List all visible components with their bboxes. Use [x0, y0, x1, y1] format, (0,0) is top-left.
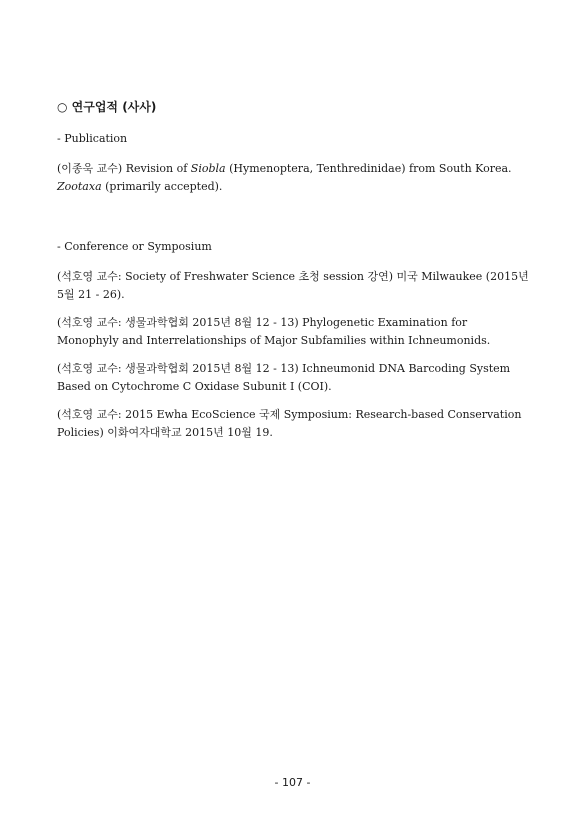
page-content — [57, 98, 535, 452]
conference-entry-line-1: (석호영 교수: 생물과학협회 2015년 8월 12 - 13) Phylogenetic Examination for — [57, 316, 468, 329]
conference-entry — [57, 406, 535, 442]
conference-entry-line-1: (석호영 교수: Society of Freshwater Science 초청 session 강연) 미국 Milwaukee (2015년 — [57, 270, 529, 283]
publication-journal: Zootaxa — [57, 180, 102, 193]
conference-entry-line-2: 5월 21 - 26). — [57, 288, 125, 301]
publication-status: (primarily accepted). — [101, 180, 223, 193]
section-heading: ○ 연구업적 (사사) — [57, 100, 157, 114]
conference-label: - Conference or Symposium — [57, 240, 212, 253]
publication-prefix: (이종욱 교수) Revision of — [57, 162, 191, 175]
publication-entry-line-1 — [57, 160, 535, 178]
conference-entry-line-2: Policies) 이화여자대학교 2015년 10월 19. — [57, 426, 273, 439]
conference-entry-line-1: (석호영 교수: 2015 Ewha EcoScience 국제 Symposium: Research-based Conservation — [57, 408, 522, 421]
conference-entry-line-2: Monophyly and Interrelationships of Major Subfamilies within Ichneumonids. — [57, 334, 491, 347]
conference-entry — [57, 314, 535, 350]
publication-genus: Siobla — [190, 162, 226, 175]
publication-suffix: (Hymenoptera, Tenthredinidae) from South Korea. — [225, 162, 512, 175]
conference-entry-line-1: (석호영 교수: 생물과학협회 2015년 8월 12 - 13) Ichneumonid DNA Barcoding System — [57, 362, 511, 375]
conference-entry-line-2: Based on Cytochrome C Oxidase Subunit I (COI). — [57, 380, 332, 393]
publication-label: - Publication — [57, 132, 128, 145]
conference-entry — [57, 360, 535, 396]
section-spacer — [57, 206, 535, 238]
publication-entry-line-2 — [57, 178, 535, 196]
publication-entry — [57, 160, 535, 196]
page-number: - 107 - — [274, 776, 311, 789]
conference-entry — [57, 268, 535, 304]
